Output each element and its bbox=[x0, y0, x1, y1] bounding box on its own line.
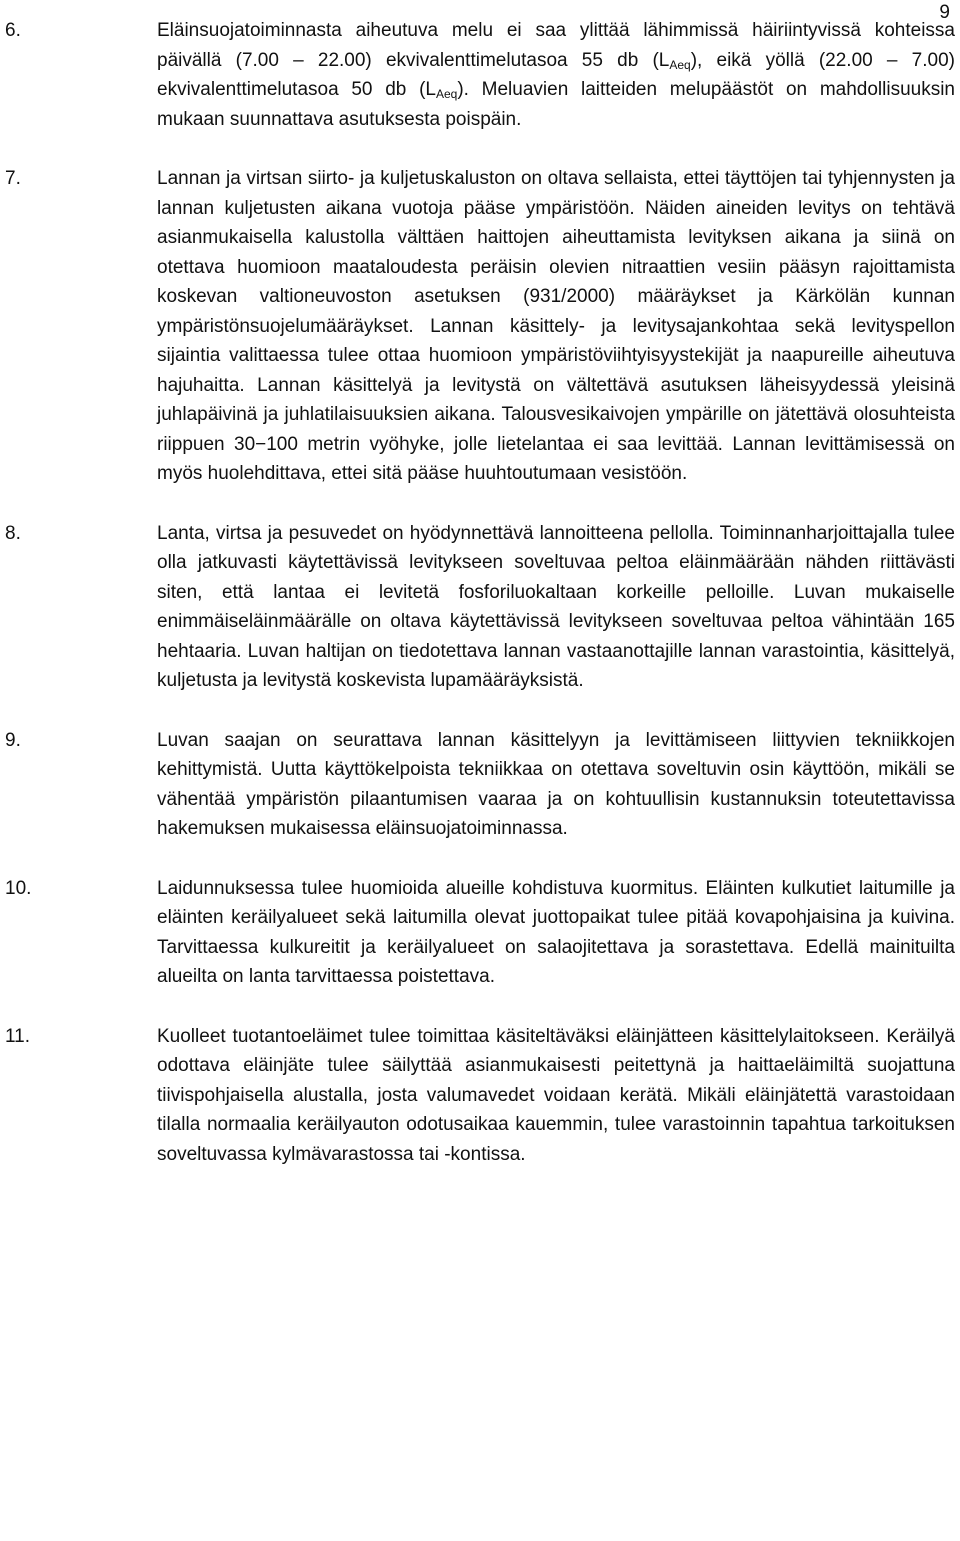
paragraph-text: Lanta, virtsa ja pesuvedet on hyödynnettävä lannoitteena pellolla. Toiminnanharjoittajalla tulee olla jatkuvasti käytettävissä levitykseen soveltuvaa peltoa eläinmäärään nähden riittävästi siten, että lantaa ei levitetä fosforiluokaltaan korkeille pelloille. Luvan mukaiselle enimmäiseläinmäärälle on oltava käytettävissä levitykseen soveltuvaa peltoa vähintään 165 hehtaaria. Luvan haltijan on tiedotettava lannan vastaanottajille lannan varastointia, käsittelyä, kuljetusta ja levitystä koskevista lupamääräyksistä. bbox=[157, 522, 955, 691]
list-item bbox=[5, 726, 955, 844]
item-number: 8. bbox=[5, 522, 21, 544]
item-number: 7. bbox=[5, 168, 21, 189]
paragraph-text: Luvan saajan on seurattava lannan käsittelyyn ja levittämiseen liittyvien tekniikkojen kehittymistä. Uutta käyttökelpoista tekniikkaa on otettava soveltuvin osin käyttöön, mikäli se vähentää ympäristön pilaantumisen vaaraa ja on kohtuullisin kustannuksin toteutettavissa hakemuksen mukaisessa eläinsuojatoiminnassa. bbox=[157, 729, 955, 839]
item-paragraph bbox=[157, 874, 955, 992]
item-paragraph bbox=[157, 519, 955, 696]
list-item bbox=[5, 164, 955, 489]
paragraph-text: Lannan ja virtsan siirto- ja kuljetuskaluston on oltava sellaista, ettei täyttöjen tai tyhjennysten ja lannan kuljetusten aikana vuotoja pääse ympäristöön. Näiden aineiden levitys on tehtävä asianmukaisella kalustolla välttäen haittojen aiheuttamista levityksen aikana ja siinä on otettava huomioon maataloudesta peräisin olevien nitraattien vesiin pääsyn rajoittamista koskevan valtioneuvoston asetuksen (931/2000) määräykset ja Kärkölän kunnan ympäristönsuojelumääräykset. Lannan käsittely- ja levitysajankohtaa sekä levityspellon sijaintia valittaessa tulee ottaa huomioon ympäristöviihtyisyystekijät ja naapureille aiheutuva hajuhaitta. Lannan käsittelyä ja levitystä on vältettävä asutuksen läheisyydessä yleisinä juhlapäivinä ja juhlatilaisuuksien aikana. Talousvesikaivojen ympärille on jätettävä olosuhteista riippuen 30−100 metrin vyöhyke, jolle lietelantaa ei saa levittää. Lannan levittämisessä on myös huolehdittava, ettei sitä pääse huuhtoutumaan vesistöön. bbox=[157, 168, 955, 484]
item-paragraph bbox=[157, 16, 955, 134]
paragraph-text: Kuolleet tuotantoeläimet tulee toimittaa käsiteltäväksi eläinjätteen käsittelylaitokseen. Keräilyä odottava eläinjäte tulee säilyttää asianmukaisesti peitettynä ja haittaeläimiltä suojattuna tiivispohjaisella alustalla, josta valumavedet voidaan kerätä. Mikäli eläinjätettä varastoidaan tilalla normaalia keräilyauton odotusaikaa kauemmin, tulee varastoinnin tapahtua tarkoituksen soveltuvassa kylmävarastossa tai -kontissa. bbox=[157, 1025, 955, 1165]
item-paragraph bbox=[157, 164, 955, 489]
paragraph-text: ), eikä yöllä (22.00 – 7.00) ekvivalenttimelutasoa 50 db (L bbox=[157, 49, 955, 100]
paragraph-text: ). Meluavien laitteiden melupäästöt on mahdollisuuksin mukaan suunnattava asutuksesta poispäin. bbox=[157, 79, 955, 130]
item-paragraph bbox=[157, 726, 955, 844]
item-number: 9. bbox=[5, 729, 21, 751]
subscript: Aeq bbox=[669, 57, 691, 72]
item-number: 11. bbox=[5, 1025, 31, 1047]
item-paragraph bbox=[157, 1022, 955, 1170]
list-item bbox=[5, 1022, 955, 1170]
paragraph-text: Laidunnuksessa tulee huomioida alueille kohdistuva kuormitus. Eläinten kulkutiet laitumille ja eläinten keräilyalueet sekä laitumilla olevat juottopaikat tulee pitää kovapohjaisina ja kuivina. Tarvittaessa kulkureitit ja keräilyalueet on salaojitettava ja sorastettava. Edellä mainituilta alueilta on lanta tarvittaessa poistettava. bbox=[157, 877, 955, 987]
item-number: 6. bbox=[5, 20, 21, 41]
page-number: 9 bbox=[939, 2, 950, 23]
item-number: 10. bbox=[5, 877, 32, 899]
list-item bbox=[5, 16, 955, 134]
list-item bbox=[5, 519, 955, 696]
paragraph-text: Eläinsuojatoiminnasta aiheutuva melu ei saa ylittää lähimmissä häiriintyvissä kohteissa päivällä (7.00 – 22.00) ekvivalenttimelutasoa 55 db (L bbox=[157, 20, 955, 71]
list-item bbox=[5, 874, 955, 992]
document-body bbox=[5, 16, 955, 1199]
subscript: Aeq bbox=[435, 87, 458, 101]
